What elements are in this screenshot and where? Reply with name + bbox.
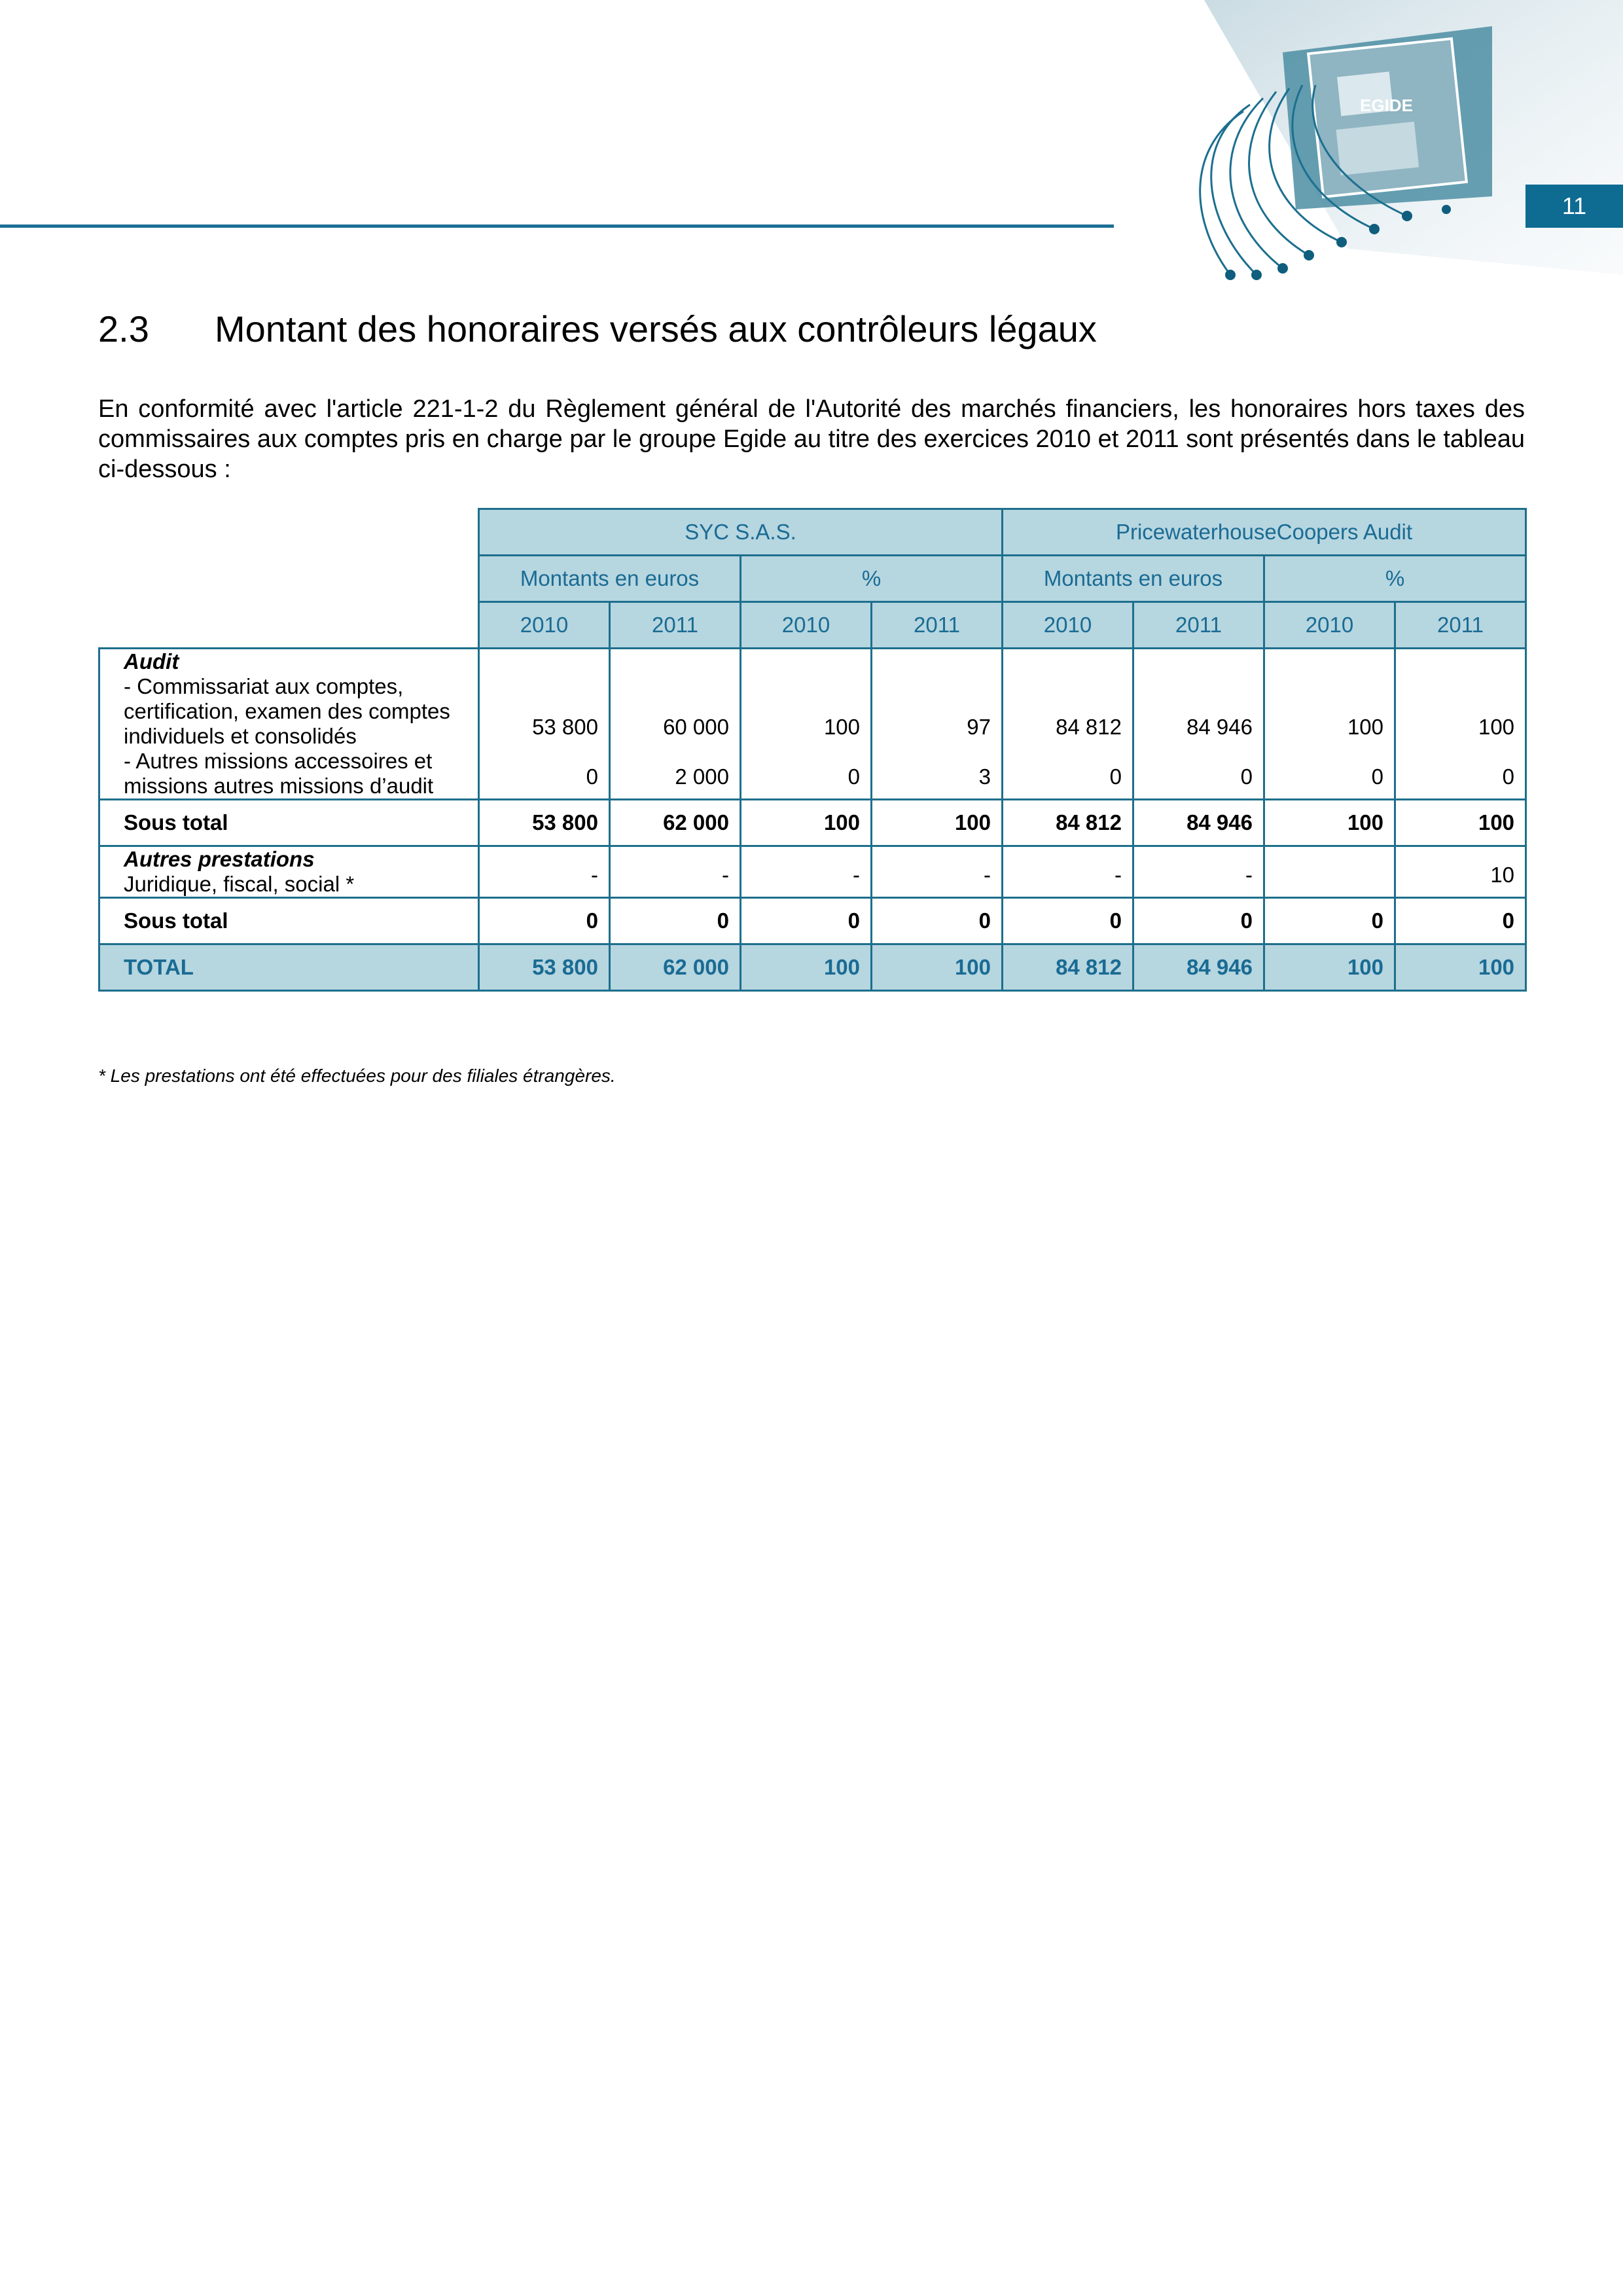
audit-value-2: 0 <box>586 764 598 789</box>
other-value: - <box>610 846 741 898</box>
year-cell: 2010 <box>1264 602 1395 649</box>
empty-corner-cell <box>99 509 479 556</box>
other-value: - <box>1003 846 1133 898</box>
header-rule <box>0 224 1114 228</box>
subtotal-label: Sous total <box>99 898 479 944</box>
audit-value-1: 100 <box>1347 715 1383 739</box>
audit-value-1: 53 800 <box>532 715 598 739</box>
year-header-row <box>99 602 1526 649</box>
other-value: - <box>479 846 610 898</box>
fees-table <box>98 508 1527 992</box>
other-value: - <box>1133 846 1264 898</box>
year-cell: 2010 <box>1003 602 1133 649</box>
subheader-cell: Montants en euros <box>1003 556 1264 602</box>
audit-value-cell <box>741 649 872 800</box>
audit-line: - Autres missions accessoires et <box>124 749 433 773</box>
total-value: 100 <box>741 944 872 991</box>
other-services-row <box>99 846 1526 898</box>
year-cell: 2010 <box>741 602 872 649</box>
audit-value-cell <box>1395 649 1526 800</box>
subtotal-row <box>99 800 1526 846</box>
subtotal-value: 100 <box>1395 800 1526 846</box>
subtotal-value: 0 <box>1003 898 1133 944</box>
subtotal-value: 100 <box>1264 800 1395 846</box>
subtotal-value: 84 946 <box>1133 800 1264 846</box>
audit-value-1: 60 000 <box>663 715 729 739</box>
total-value: 62 000 <box>610 944 741 991</box>
year-cell: 2010 <box>479 602 610 649</box>
audit-value-2: 2 000 <box>675 764 729 789</box>
subtotal-label: Sous total <box>99 800 479 846</box>
audit-value-cell <box>610 649 741 800</box>
firm-header-syc: SYC S.A.S. <box>479 509 1003 556</box>
empty-corner-cell <box>99 602 479 649</box>
subtotal-value: 62 000 <box>610 800 741 846</box>
year-cell: 2011 <box>610 602 741 649</box>
total-label: TOTAL <box>99 944 479 991</box>
subtotal-value: 0 <box>1395 898 1526 944</box>
intro-paragraph: En conformité avec l'article 221-1-2 du Règlement général de l'Autorité des marchés financiers, les honoraires hors taxes des commissaires aux comptes pris en charge par le groupe Egide au titre des exercices 2010 et 2011 sont présentés dans le tableau ci-dessous : <box>98 395 1525 483</box>
audit-value-2: 0 <box>1109 764 1122 789</box>
section-number: 2.3 <box>98 308 149 350</box>
audit-value-2: 0 <box>847 764 860 789</box>
subtotal-value: 0 <box>1264 898 1395 944</box>
audit-line: missions autres missions d’audit <box>124 774 434 798</box>
audit-value-cell <box>1264 649 1395 800</box>
subtotal-value: 0 <box>741 898 872 944</box>
audit-value-1: 100 <box>823 715 860 739</box>
audit-value-cell <box>872 649 1003 800</box>
other-line: Juridique, fiscal, social * <box>124 872 355 896</box>
audit-value-2: 3 <box>978 764 991 789</box>
footnote: * Les prestations ont été effectuées pour des filiales étrangères. <box>98 1066 616 1086</box>
firm-header-row <box>99 509 1526 556</box>
total-value: 84 946 <box>1133 944 1264 991</box>
egide-logo-illustration <box>1152 0 1623 327</box>
unit-header-row <box>99 556 1526 602</box>
subtotal-row <box>99 898 1526 944</box>
subtotal-value: 100 <box>741 800 872 846</box>
total-value: 53 800 <box>479 944 610 991</box>
section-title: Montant des honoraires versés aux contrôleurs légaux <box>215 308 1097 350</box>
total-value: 100 <box>872 944 1003 991</box>
year-cell: 2011 <box>1133 602 1264 649</box>
subheader-cell: % <box>741 556 1003 602</box>
audit-line: individuels et consolidés <box>124 724 357 748</box>
audit-line: certification, examen des comptes <box>124 699 450 723</box>
total-value: 100 <box>1395 944 1526 991</box>
year-cell: 2011 <box>872 602 1003 649</box>
audit-value-1: 84 812 <box>1056 715 1122 739</box>
other-value: 10 <box>1395 846 1526 898</box>
subheader-cell: % <box>1264 556 1526 602</box>
subheader-cell: Montants en euros <box>479 556 741 602</box>
subtotal-value: 53 800 <box>479 800 610 846</box>
subtotal-value: 0 <box>872 898 1003 944</box>
audit-value-2: 0 <box>1502 764 1515 789</box>
audit-value-2: 0 <box>1240 764 1253 789</box>
page-number: 11 <box>1525 185 1623 228</box>
total-value: 100 <box>1264 944 1395 991</box>
total-value: 84 812 <box>1003 944 1133 991</box>
audit-row <box>99 649 1526 800</box>
subtotal-value: 0 <box>610 898 741 944</box>
total-row <box>99 944 1526 991</box>
audit-value-cell <box>1133 649 1264 800</box>
audit-value-cell <box>1003 649 1133 800</box>
section-heading <box>98 308 1097 350</box>
logo-text: EGIDE <box>1360 96 1413 115</box>
audit-title: Audit <box>124 649 179 673</box>
audit-value-cell <box>479 649 610 800</box>
other-value: - <box>872 846 1003 898</box>
audit-value-1: 100 <box>1478 715 1515 739</box>
subtotal-value: 100 <box>872 800 1003 846</box>
audit-value-1: 97 <box>967 715 991 739</box>
other-value: - <box>741 846 872 898</box>
other-label-cell <box>99 846 479 898</box>
firm-header-pwc: PricewaterhouseCoopers Audit <box>1003 509 1526 556</box>
other-title: Autres prestations <box>124 847 315 871</box>
audit-value-1: 84 946 <box>1186 715 1253 739</box>
empty-corner-cell <box>99 556 479 602</box>
subtotal-value: 0 <box>1133 898 1264 944</box>
subtotal-value: 84 812 <box>1003 800 1133 846</box>
audit-label-cell <box>99 649 479 800</box>
subtotal-value: 0 <box>479 898 610 944</box>
audit-value-2: 0 <box>1371 764 1383 789</box>
audit-line: - Commissariat aux comptes, <box>124 674 404 698</box>
other-value <box>1264 846 1395 898</box>
year-cell: 2011 <box>1395 602 1526 649</box>
